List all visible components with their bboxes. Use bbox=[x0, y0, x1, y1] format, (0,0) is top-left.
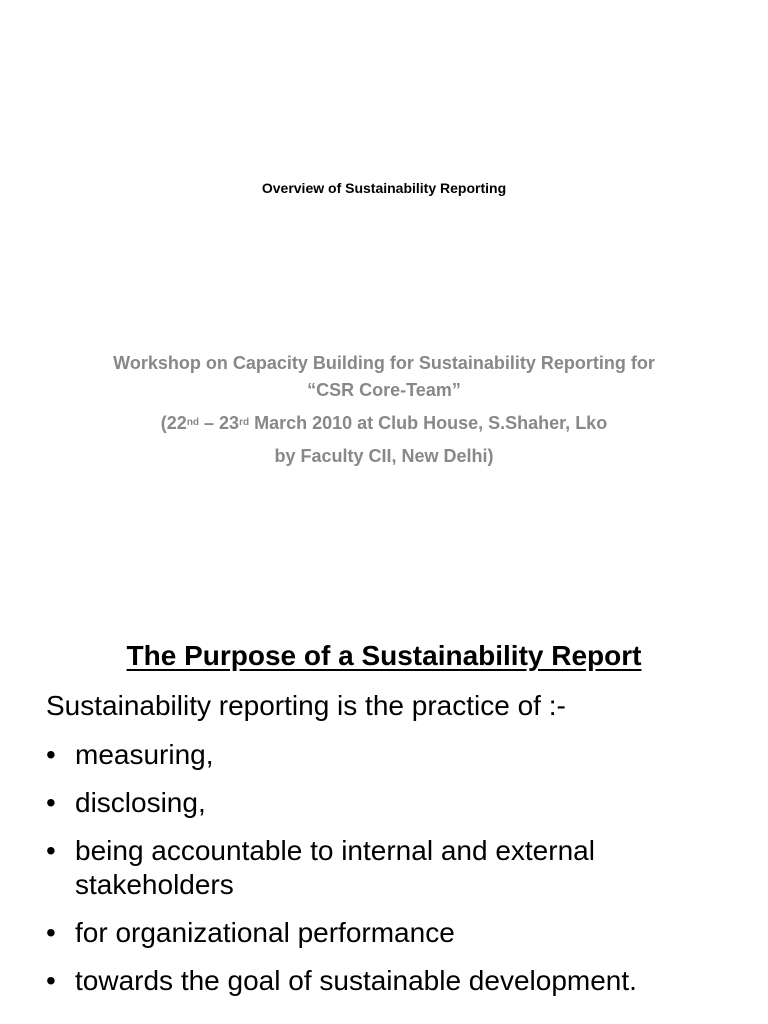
ordinal-suffix-rd: rd bbox=[239, 417, 250, 428]
bullet-dot-icon: • bbox=[46, 739, 56, 770]
subtitle-date-end: – 23 bbox=[199, 413, 240, 433]
bullet-dot-icon: • bbox=[46, 965, 56, 996]
bullet-text: measuring, bbox=[75, 739, 214, 770]
subtitle-date-start: (22 bbox=[160, 413, 187, 433]
subtitle-venue: March 2010 at Club House, S.Shaher, Lko bbox=[249, 413, 608, 433]
bullet-text: disclosing, bbox=[75, 787, 206, 818]
bullet-dot-icon: • bbox=[46, 917, 56, 948]
slide-title-heading: Overview of Sustainability Reporting bbox=[261, 180, 507, 196]
subtitle-line-3 bbox=[0, 410, 768, 437]
bullet-dot-icon: • bbox=[46, 787, 56, 818]
bullet-item bbox=[46, 964, 746, 998]
bullet-text: towards the goal of sustainable development. bbox=[75, 965, 637, 996]
subtitle-line-4: by Faculty CII, New Delhi) bbox=[274, 446, 494, 466]
bullet-dot-icon: • bbox=[46, 835, 56, 866]
bullet-text: for organizational performance bbox=[75, 917, 455, 948]
slide-subtitle bbox=[0, 350, 768, 470]
slide-purpose bbox=[0, 600, 768, 1024]
bullet-text: being accountable to internal and external stakeholders bbox=[75, 835, 595, 900]
bullet-item bbox=[46, 738, 746, 772]
purpose-bullet-list bbox=[46, 738, 746, 1012]
subtitle-line-2: “CSR Core-Team” bbox=[307, 380, 461, 400]
subtitle-line-1: Workshop on Capacity Building for Sustainability Reporting for bbox=[113, 353, 655, 373]
bullet-item bbox=[46, 834, 746, 902]
ordinal-suffix-nd: nd bbox=[186, 417, 200, 428]
bullet-item bbox=[46, 786, 746, 820]
bullet-item bbox=[46, 916, 746, 950]
purpose-intro: Sustainability reporting is the practice of :- bbox=[46, 690, 566, 721]
purpose-heading: The Purpose of a Sustainability Report bbox=[126, 640, 642, 671]
